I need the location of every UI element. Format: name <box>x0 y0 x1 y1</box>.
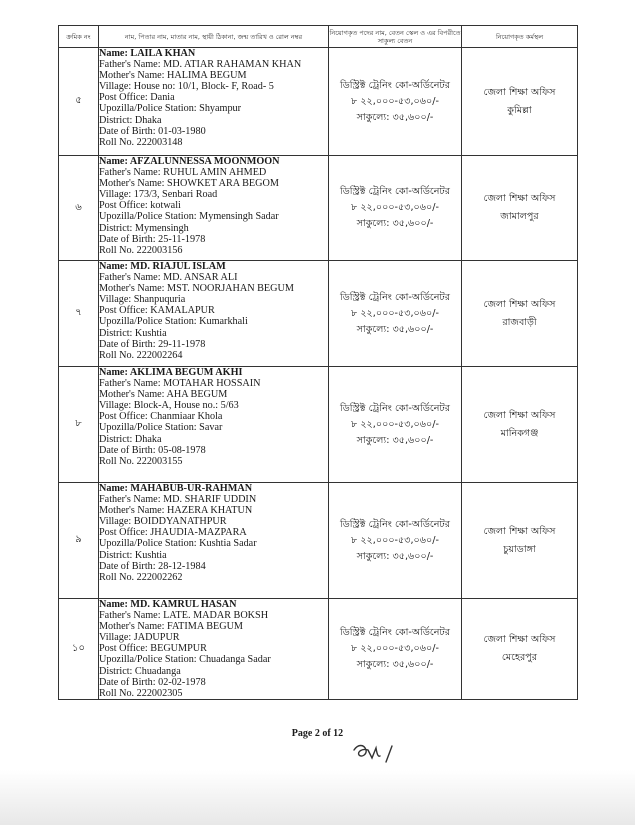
candidate-info <box>99 261 329 367</box>
pay-scale: ৮ ২২,০০০-৫৩,০৬০/- <box>351 95 439 107</box>
post-title: ডিস্ট্রিক্ট ট্রেনিং কো-অর্ডিনেটর <box>339 518 451 530</box>
office-district: জামালপুর <box>500 211 539 222</box>
serial-number: ৯ <box>59 483 99 599</box>
village: Village: Shanpuquria <box>99 294 186 306</box>
father-name: Father's Name: MD. SHARIF UDDIN <box>99 494 257 506</box>
table-row <box>59 599 578 700</box>
office-district: মেহেরপুর <box>501 652 538 663</box>
mother-name: Mother's Name: FATIMA BEGUM <box>99 621 243 633</box>
total-salary: সাকুল্যে: ৩৫,৬০০/- <box>356 111 434 123</box>
post-salary <box>329 483 462 599</box>
workplace <box>462 599 578 700</box>
post-title: ডিস্ট্রিক্ট ট্রেনিং কো-অর্ডিনেটর <box>339 291 451 303</box>
post-office: Post Office: kotwali <box>99 200 181 212</box>
office-name: জেলা শিক্ষা অফিস <box>483 298 556 310</box>
district: District: Chuadanga <box>99 665 181 677</box>
candidate-info <box>99 599 329 700</box>
pay-scale: ৮ ২২,০০০-৫৩,০৬০/- <box>351 307 439 319</box>
pay-scale: ৮ ২২,০০০-৫৩,০৬০/- <box>351 643 439 654</box>
district: District: Kushtia <box>99 549 167 561</box>
upazila: Upozilla/Police Station: Kumarkhali <box>99 316 248 328</box>
date-of-birth: Date of Birth: 01-03-1980 <box>99 125 206 137</box>
post-office: Post Office: Chanmiaar Khola <box>99 411 223 423</box>
district: District: Dhaka <box>99 433 162 445</box>
table-row <box>59 156 578 261</box>
candidate-info <box>99 156 329 261</box>
total-salary: সাকুল্যে: ৩৫,৬০০/- <box>356 550 434 562</box>
date-of-birth: Date of Birth: 28-12-1984 <box>99 560 206 572</box>
roll-number: Roll No. 222002262 <box>99 571 183 583</box>
mother-name: Mother's Name: AHA BEGUM <box>99 389 228 401</box>
father-name: Father's Name: LATE. MADAR BOKSH <box>99 610 269 622</box>
table-row <box>59 367 578 483</box>
candidate-name: Name: MD. KAMRUL HASAN <box>99 599 237 610</box>
upazila: Upozilla/Police Station: Chuadanga Sadar <box>99 654 271 666</box>
office-name: জেলা শিক্ষা অফিস <box>483 634 556 645</box>
workplace <box>462 261 578 367</box>
office-name: জেলা শিক্ষা অফিস <box>483 193 556 204</box>
candidate-name: Name: AKLIMA BEGUM AKHI <box>99 367 243 378</box>
pay-scale: ৮ ২২,০০০-৫৩,০৬০/- <box>351 534 439 546</box>
total-salary: সাকুল্যে: ৩৫,৬০০/- <box>356 218 434 229</box>
office-district: কুমিল্লা <box>507 104 532 116</box>
date-of-birth: Date of Birth: 25-11-1978 <box>99 233 206 245</box>
post-title: ডিস্ট্রিক্ট ট্রেনিং কো-অর্ডিনেটর <box>339 402 451 414</box>
workplace <box>462 156 578 261</box>
office-name: জেলা শিক্ষা অফিস <box>483 86 556 98</box>
upazila: Upozilla/Police Station: Savar <box>99 422 223 434</box>
roll-number: Roll No. 222003155 <box>99 455 183 467</box>
date-of-birth: Date of Birth: 02-02-1978 <box>99 676 206 688</box>
roll-number: Roll No. 222003156 <box>99 244 183 256</box>
workplace <box>462 483 578 599</box>
village: Village: House no: 10/1, Block- F, Road- 5 <box>99 81 274 93</box>
candidate-name: Name: AFZALUNNESSA MOONMOON <box>99 156 280 167</box>
serial-number: ৬ <box>59 156 99 261</box>
scan-shadow <box>0 770 635 825</box>
district: District: Mymensingh <box>99 222 189 234</box>
district: District: Kushtia <box>99 327 167 339</box>
office-name: জেলা শিক্ষা অফিস <box>483 525 556 537</box>
post-salary <box>329 599 462 700</box>
total-salary: সাকুল্যে: ৩৫,৬০০/- <box>356 434 434 446</box>
father-name: Father's Name: MD. ANSAR ALI <box>99 272 238 284</box>
total-salary: সাকুল্যে: ৩৫,৬০০/- <box>356 659 434 670</box>
post-salary <box>329 48 462 156</box>
office-district: রাজবাড়ী <box>502 316 537 328</box>
office-district: চুয়াডাঙ্গা <box>503 543 536 555</box>
header-post-salary: নিয়োগকৃত পদের নাম, বেতন স্কেল ও এর বিপরীতে সাকুল্য বেতন <box>329 26 462 48</box>
candidate-info <box>99 367 329 483</box>
father-name: Father's Name: MD. ATIAR RAHAMAN KHAN <box>99 59 302 71</box>
candidate-info <box>99 48 329 156</box>
post-title: ডিস্ট্রিক্ট ট্রেনিং কো-অর্ডিনেটর <box>339 627 451 638</box>
serial-number: ৮ <box>59 367 99 483</box>
total-salary: সাকুল্যে: ৩৫,৬০০/- <box>356 323 434 335</box>
upazila: Upozilla/Police Station: Mymensingh Sadar <box>99 211 279 223</box>
serial-number: ১০ <box>59 599 99 700</box>
header-workplace: নিয়োগকৃত কর্মস্থল <box>462 26 578 48</box>
roll-number: Roll No. 222002264 <box>99 349 183 361</box>
post-office: Post Office: JHAUDIA-MAZPARA <box>99 527 247 539</box>
mother-name: Mother's Name: MST. NOORJAHAN BEGUM <box>99 283 294 295</box>
date-of-birth: Date of Birth: 05-08-1978 <box>99 444 206 456</box>
office-name: জেলা শিক্ষা অফিস <box>483 409 556 421</box>
father-name: Father's Name: MOTAHAR HOSSAIN <box>99 378 261 390</box>
village: Village: BOIDDYANATHPUR <box>99 516 227 528</box>
table-row <box>59 48 578 156</box>
upazila: Upozilla/Police Station: Shyampur <box>99 103 242 115</box>
post-title: ডিস্ট্রিক্ট ট্রেনিং কো-অর্ডিনেটর <box>339 186 451 197</box>
table-row <box>59 261 578 367</box>
signature-mark <box>350 738 400 768</box>
serial-number: ৫ <box>59 48 99 156</box>
header-candidate-info: নাম, পিতার নাম, মাতার নাম, স্থায়ী ঠিকানা, জন্ম তারিখ ও রোল নম্বর <box>99 26 329 48</box>
candidate-info <box>99 483 329 599</box>
post-office: Post Office: Dania <box>99 92 175 104</box>
village: Village: Block-A, House no.: 5/63 <box>99 400 239 412</box>
candidate-name: Name: MAHABUB-UR-RAHMAN <box>99 483 253 494</box>
date-of-birth: Date of Birth: 29-11-1978 <box>99 338 206 350</box>
roll-number: Roll No. 222002305 <box>99 687 183 699</box>
village: Village: 173/3, Senbari Road <box>99 189 218 201</box>
workplace <box>462 367 578 483</box>
post-office: Post Office: KAMALAPUR <box>99 305 215 317</box>
mother-name: Mother's Name: HAZERA KHATUN <box>99 505 253 517</box>
post-title: ডিস্ট্রিক্ট ট্রেনিং কো-অর্ডিনেটর <box>339 79 451 91</box>
village: Village: JADUPUR <box>99 632 180 644</box>
office-district: মানিকগঞ্জ <box>500 427 539 439</box>
upazila: Upozilla/Police Station: Kushtia Sadar <box>99 538 257 550</box>
mother-name: Mother's Name: HALIMA BEGUM <box>99 70 247 82</box>
table-row <box>59 483 578 599</box>
post-office: Post Office: BEGUMPUR <box>99 643 207 655</box>
pay-scale: ৮ ২২,০০০-৫৩,০৬০/- <box>351 418 439 430</box>
post-salary <box>329 261 462 367</box>
candidate-name: Name: LAILA KHAN <box>99 48 196 59</box>
post-salary <box>329 156 462 261</box>
father-name: Father's Name: RUHUL AMIN AHMED <box>99 167 267 179</box>
workplace <box>462 48 578 156</box>
serial-number: ৭ <box>59 261 99 367</box>
pay-scale: ৮ ২২,০০০-৫৩,০৬০/- <box>351 202 439 213</box>
header-serial: ক্রমিক নং <box>59 26 99 48</box>
candidate-name: Name: MD. RIAJUL ISLAM <box>99 261 226 272</box>
appointment-table <box>58 25 578 700</box>
roll-number: Roll No. 222003148 <box>99 136 183 148</box>
page-number: Page 2 of 12 <box>291 728 344 739</box>
post-salary <box>329 367 462 483</box>
mother-name: Mother's Name: SHOWKET ARA BEGOM <box>99 178 279 190</box>
table-header-row <box>59 26 578 48</box>
district: District: Dhaka <box>99 114 162 126</box>
